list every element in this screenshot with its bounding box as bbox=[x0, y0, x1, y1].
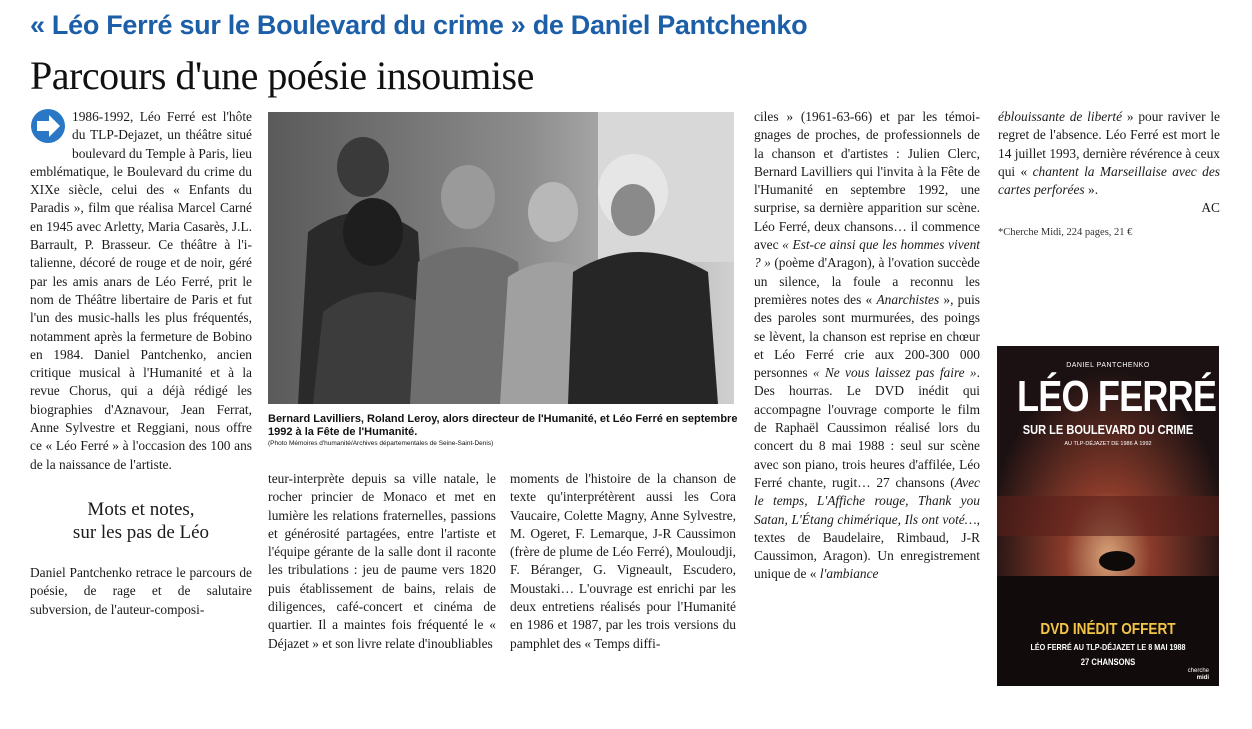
subheading bbox=[30, 498, 252, 544]
photo-caption bbox=[268, 413, 738, 448]
song-title: Anarchistes bbox=[876, 291, 940, 307]
article-column-2 bbox=[268, 470, 496, 653]
quote: l'ambiance bbox=[819, 566, 879, 582]
article-kicker: « Léo Ferré sur le Boulevard du crime » de Daniel Pantchenko bbox=[30, 10, 808, 40]
subheading-line-1: Mots et notes, bbox=[87, 498, 195, 520]
quote: chantent la Marseillaise avec des cartes perforées bbox=[998, 163, 1220, 198]
dvd-subtitle-small: AU TLP-DÉJAZET DE 1986 À 1992 bbox=[1064, 441, 1152, 447]
dvd-song-count: 27 CHANSONS bbox=[1080, 657, 1136, 667]
article-column-5 bbox=[998, 108, 1220, 240]
concert-photo bbox=[268, 112, 734, 404]
article-column-4 bbox=[754, 108, 980, 584]
body-paragraph: teur-interprète depuis sa ville natale, le rocher princier de Monaco et met en lumière les relations fraternelles, passions et générosité partagées, entre l'artiste et l'équipe gérante de la salle dont il raconte les tribulations : jeu de paume vers 1820 puis établissement de bains, relais de diligences, café-concert et cinéma de quartier. Il a maintes fois fréquenté le « Déjazet » et son livre relate d'inoubliables bbox=[268, 471, 496, 651]
dvd-offer: DVD INÉDIT OFFERT bbox=[1040, 621, 1176, 638]
publisher-logo-line-2: midi bbox=[1196, 675, 1209, 681]
article-column-3 bbox=[510, 470, 736, 653]
text-run: », puis des paroles sont murmurées, des poings se lèvent, la chanson est reprise en chœur et Léo Ferré crie aux 200-300 000 personnes bbox=[754, 291, 980, 381]
dvd-cover-image bbox=[997, 346, 1219, 686]
song-list: Avec le temps, L'Affiche rouge, Thank you Satan, L'Étang chimérique, Ils ont voté… bbox=[754, 474, 980, 527]
dvd-author: DANIEL PANTCHENKO bbox=[1066, 362, 1150, 369]
photo-caption-text: Bernard Lavilliers, Roland Leroy, alors directeur de l'Humanité, et Léo Ferré en septembre 1992 à la Fête de l'Humanité. bbox=[268, 413, 738, 438]
book-credit: *Cherche Midi, 224 pages, 21 € bbox=[998, 226, 1133, 238]
arrow-right-icon bbox=[30, 108, 66, 144]
body-paragraph: Daniel Pantchenko retrace le parcours de poésie, de rage et de salutaire subversion, de l'auteur-composi- bbox=[30, 564, 252, 617]
song-title: « Est-ce ainsi que les hommes vivent ? » bbox=[754, 237, 981, 271]
body-paragraph bbox=[754, 108, 980, 584]
body-paragraph: moments de l'histoire de la chanson de texte qu'interprétèrent aussi les Cora Vaucaire, Colette Magny, Anne Sylvestre, M. Ogeret, F. Lemarque, J-R Caussimon (frère de plume de Léo Ferré), Mouloudji, F. Béranger, G. Vigneault, Escudero, Moustaki… L'ouvrage est enrichi par les deux entretiens réalisés pour l'Humanité en 1986 et 1987, par les trois versions du pamphlet des « Temps diffi- bbox=[510, 471, 736, 651]
publisher-logo bbox=[1188, 668, 1209, 682]
text-run: . Des hourras. Le DVD inédit qui accompagne l'ouvrage comporte le film de Raphaël Caussimon réalisé lors du concert du 8 mai 1988 : seul sur scène avec son piano, trois heures d'affilée, Léo Ferré chante, rugit… 27 chansons ( bbox=[754, 365, 980, 490]
author-signature: AC bbox=[1201, 200, 1220, 216]
publisher-logo-line-1: cherche bbox=[1187, 668, 1209, 674]
quote: éblouissante de liberté bbox=[998, 109, 1123, 124]
subheading-line-2: sur les pas de Léo bbox=[72, 521, 210, 543]
quote: « Ne vous laissez pas faire » bbox=[812, 365, 977, 381]
body-paragraph bbox=[998, 108, 1220, 199]
text-run: » pour raviver le regret de l'absence. Léo Ferré est mort le 14 juillet 1993, dernière révérence à ceux qui « bbox=[998, 109, 1220, 179]
dvd-subtitle: SUR LE BOULEVARD DU CRIME bbox=[1022, 422, 1194, 437]
dvd-title: LÉO FERRÉ bbox=[1016, 372, 1217, 421]
text-run: ». bbox=[1084, 182, 1099, 198]
article-headline: Parcours d'une poésie insoumise bbox=[30, 53, 534, 98]
people-photo-image bbox=[268, 112, 734, 404]
article-column-1 bbox=[30, 108, 252, 619]
text-run: , textes de Baudelaire, Rimbaud, J-R Caussimon, Aragon). Un enregistrement unique de « bbox=[754, 511, 980, 582]
text-run: (poème d'Aragon), à l'ovation succède un silence, la foule a reconnu les premières notes des « bbox=[754, 255, 980, 307]
text-run: ciles » (1961-63-66) et par les témoignages de proches, de professionnels de la chanson et d'artistes : Julien Clerc, Bernard Lavilliers qui l'invita à la Fête de l'Humanité en septembre 1992, une surprise, sa dernière apparition sur scène. Léo Ferré, deux chansons… il commence avec bbox=[754, 109, 980, 253]
dvd-offer-detail: LÉO FERRÉ AU TLP-DÉJAZET LE 8 MAI 1988 bbox=[1030, 642, 1186, 652]
photo-credit: (Photo Mémoires d'humanité/Archives départementales de Seine-Saint-Denis) bbox=[268, 440, 494, 447]
body-paragraph: 1986-1992, Léo Ferré est l'hôte du TLP-Dejazet, un théâtre situé boulevard du Temple à Paris, lieu emblématique, le Boulevard du crime du XIXe siècle, celui des « Enfants du Paradis », film que réalisa Marcel Carné en 1945 avec Arletty, Maria Casarès, J.L. Barrault, P. Brasseur. Ce théâtre à l'italienne, décoré de rouge et de noir, géré par les amis anars de Léo Ferré, prit le nom de Théâtre libertaire de Paris et fut l'un des music-halls les plus fréquentés, notamment après la fermeture de Bobino en 1984. Daniel Pantchenko, ancien critique musical à l'Humanité et à la revue Chorus, qui a déjà rédigé les biographies d'Aznavour, Jean Ferrat, Anne Sylvestre et Reggiani, nous offre ce « Léo Ferré » à l'occasion des 100 ans de la naissance de l'artiste. bbox=[30, 109, 252, 472]
